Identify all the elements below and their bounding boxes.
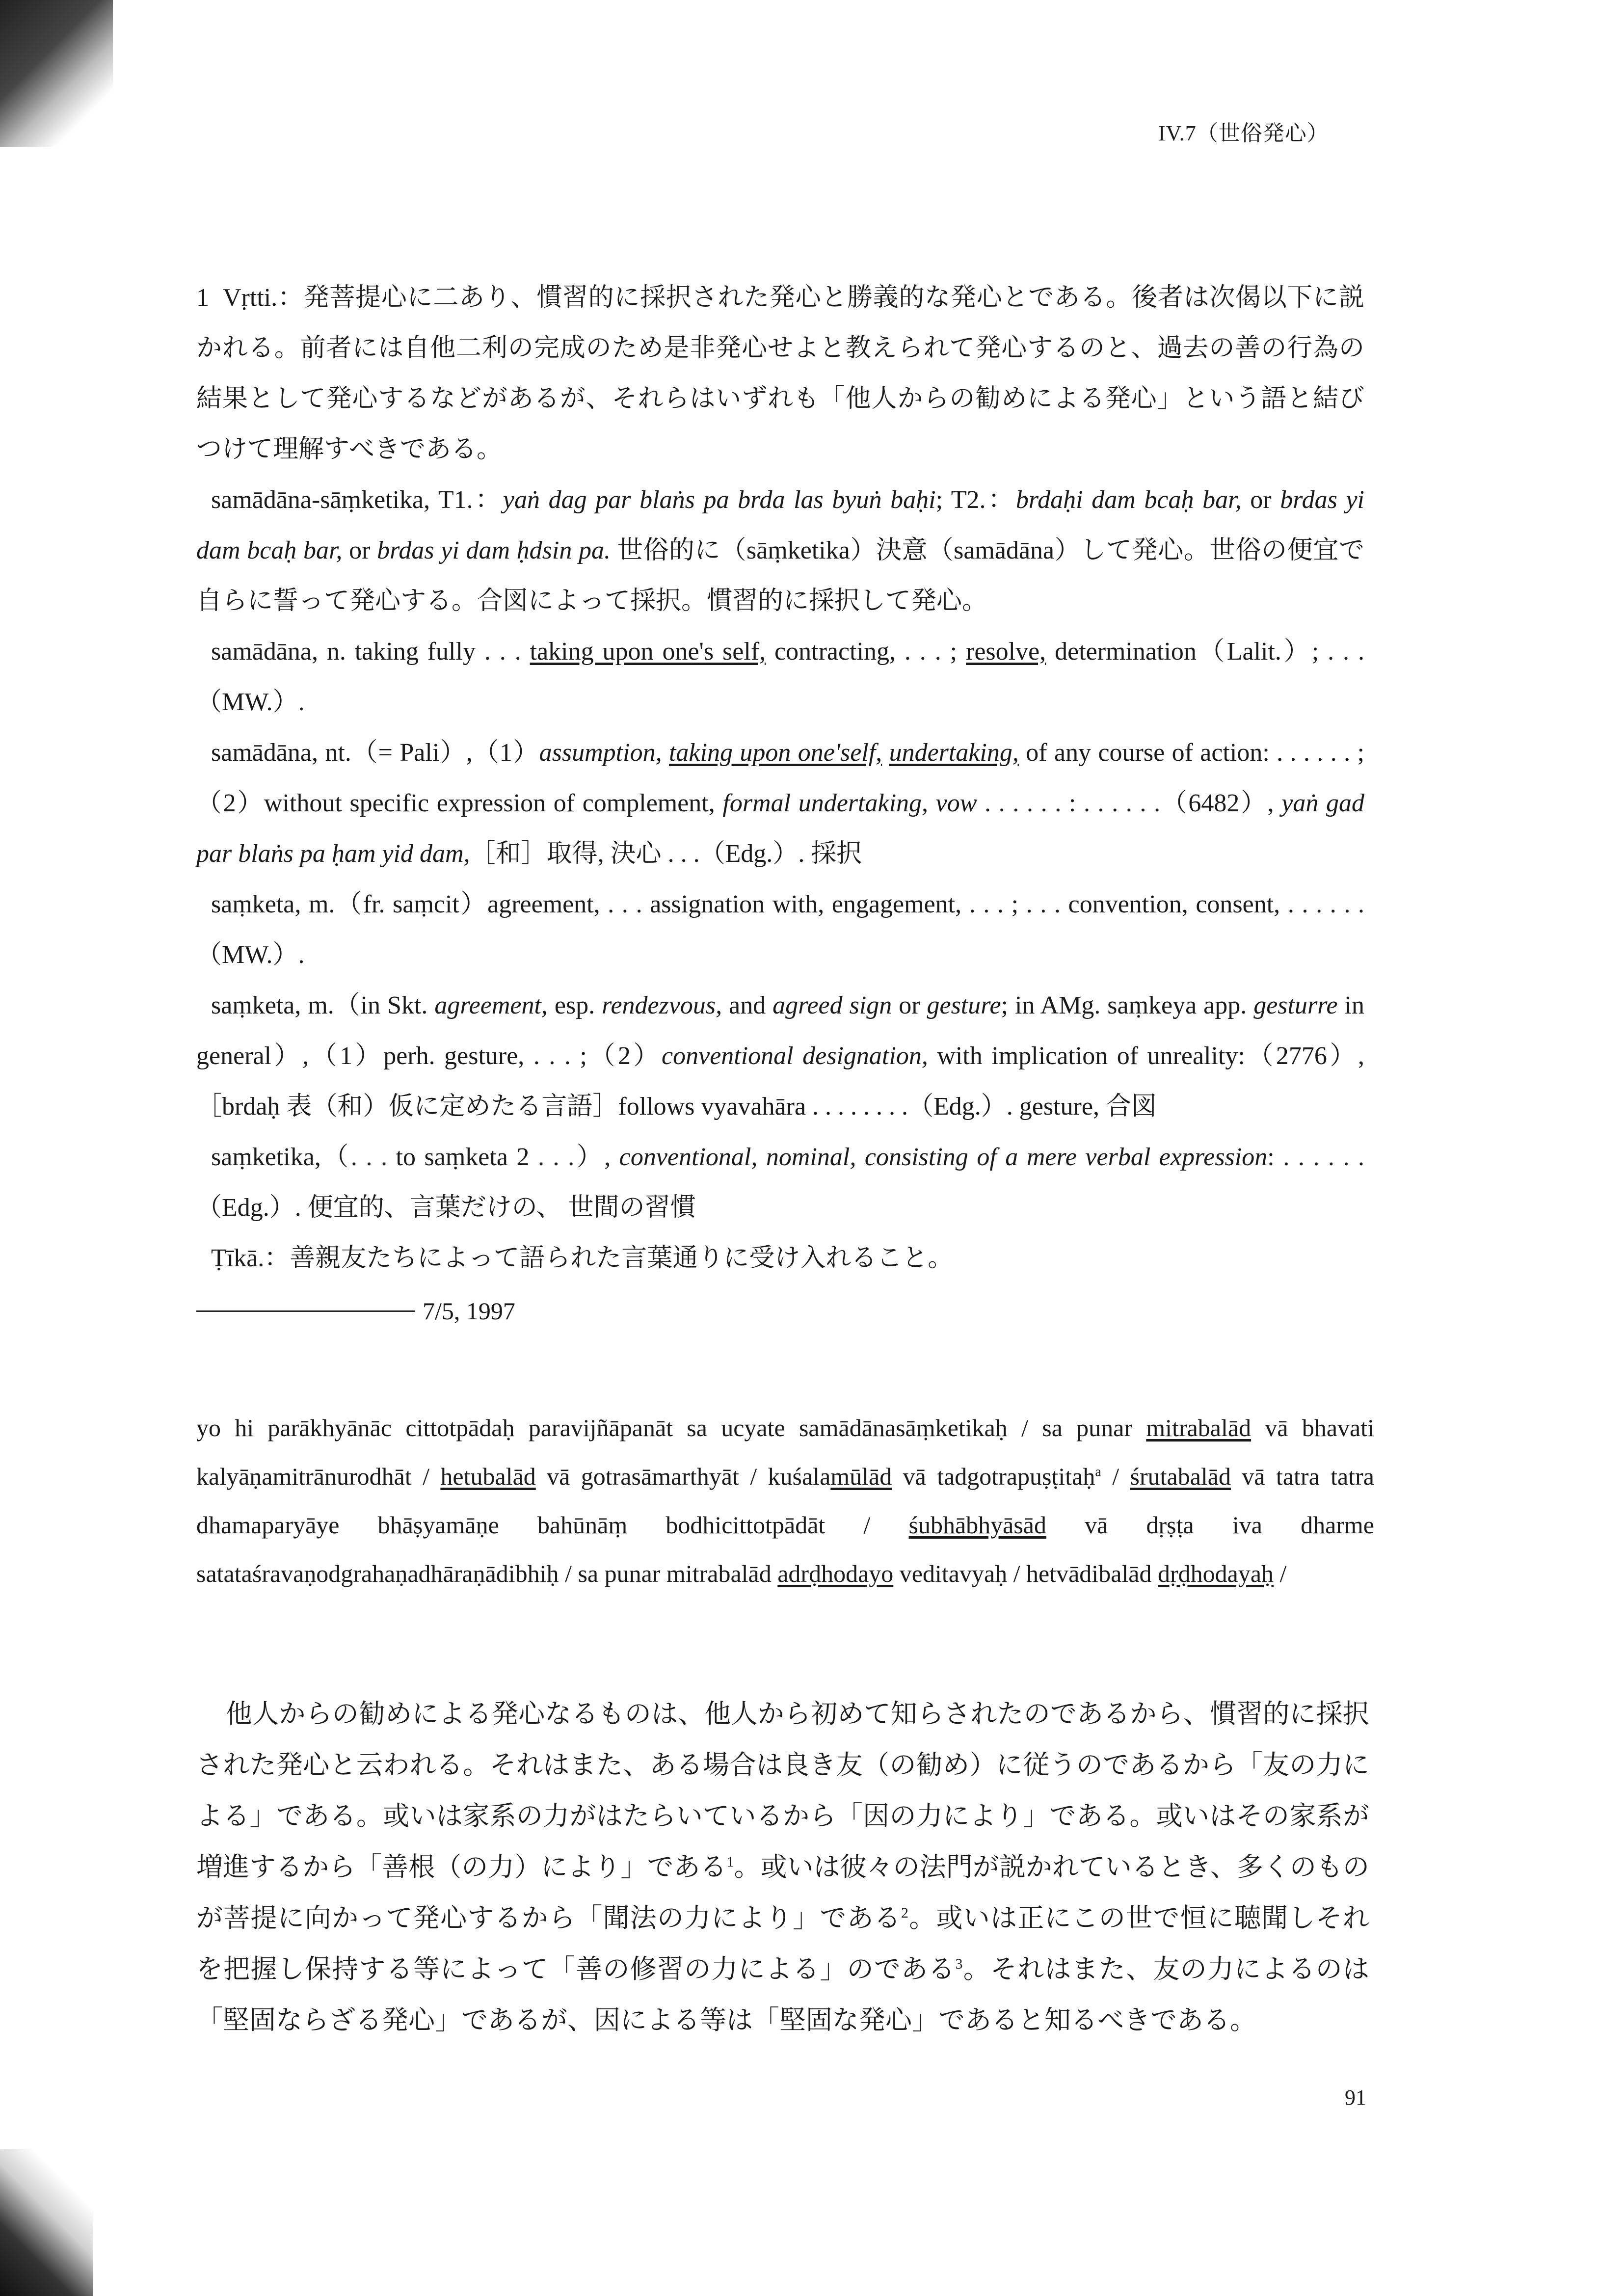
note-paragraph-6 xyxy=(196,980,1364,1132)
text-run: samādāna, n. taking fully . . . xyxy=(211,638,530,666)
text-run: brdas yi dam bcaḥ bar, xyxy=(196,486,1364,564)
text-run: ［和］取得, 決心 . . .（Edg.）. 採択 xyxy=(470,840,862,868)
text-run: esp. xyxy=(547,991,602,1019)
date-rule xyxy=(196,1310,415,1312)
text-run: 。或いは彼々の法門が説かれているとき、多くのものが菩提に向かって発心するから「聞法の力により」である xyxy=(196,1852,1369,1933)
text-run: vā gotrasāmarthyāt / kuśala xyxy=(535,1463,831,1490)
text-run: rendezvous, xyxy=(602,991,722,1019)
text-run: or xyxy=(342,536,377,564)
text-run: veditavyaḥ / hetvādibalād xyxy=(893,1560,1158,1587)
text-run: adrḍhodayo xyxy=(777,1560,894,1587)
note-paragraph-1 xyxy=(196,272,1364,475)
running-head: IV.7（世俗発心） xyxy=(1158,121,1329,145)
text-run: śubhābhyāsād xyxy=(908,1511,1046,1539)
text-run: vā dṛṣṭa iva dharme satataśravaṇodgrahaṇadhāraṇādibhiḥ / sa punar mitrabalād xyxy=(196,1511,1374,1587)
text-run: with implication of unreality:（2776）,［brdaḥ 表（和）仮に定めたる言語］follows vyavahāra . . . . . . . .（Edg.）. gesture, 合図 xyxy=(196,1042,1364,1121)
text-run: samādāna, nt.（= Pali）,（1） xyxy=(211,739,539,767)
text-run: gesturre xyxy=(1253,991,1338,1019)
text-run: saṃketa, m.（fr. saṃcit）agreement, . . . assignation with, engagement, . . . ; . . . convention, consent, . . . . . .（MW.）. xyxy=(196,890,1364,969)
date-text: 7/5, 1997 xyxy=(423,1297,515,1325)
japanese-paragraph xyxy=(196,1688,1369,2046)
note-paragraph-7 xyxy=(196,1132,1364,1233)
text-run: Vṛtti.：発菩提心に二あり、慣習的に採択された発心と勝義的な発心とである。後者は次偈以下に説かれる。前者には自他二利の完成のため是非発心せよと教えられて発心するのと、過去の善の行為の結果として発心するなどがあるが、それらはいずれも「他人からの勧めによる発心」という語と結びつけて理解すべきである。 xyxy=(196,284,1364,463)
text-run: resolve, xyxy=(966,638,1046,666)
note-paragraph-8 xyxy=(196,1233,1364,1283)
text-run: 。或いは正にこの世で恒に聴聞しそれを把握し保持する等によって「善の修習の力による」のである xyxy=(196,1903,1369,1984)
superscript-marker: 1 xyxy=(726,1854,734,1870)
text-run: brdaḥi dam bcaḥ bar, xyxy=(1015,486,1242,514)
note-number: 1 xyxy=(196,284,209,312)
text-run: vā tatra tatra dhamaparyāye bhāṣyamāṇe bahūnāṃ bodhicittotpādāt / xyxy=(196,1463,1374,1539)
text-run: determination（Lalit.）; . . .（MW.）. xyxy=(196,638,1364,716)
text-run: formal undertaking, vow xyxy=(722,789,977,817)
sanskrit-passage xyxy=(196,1404,1374,1598)
text-run: undertaking, xyxy=(889,739,1019,767)
text-run: dṛḍhodayaḥ xyxy=(1157,1560,1274,1587)
superscript-marker: a xyxy=(1095,1464,1101,1480)
text-run: mūlād xyxy=(830,1463,892,1490)
text-run: in general）,（1）perh. gesture, . . . ;（2） xyxy=(196,991,1364,1070)
text-run: assumption, xyxy=(539,739,669,767)
text-run: vā bhavati kalyāṇamitrānurodhāt / xyxy=(196,1414,1374,1490)
footnote-block xyxy=(196,272,1364,1335)
superscript-marker: 2 xyxy=(901,1905,909,1921)
text-run: . . . . . . : . . . . . .（6482）, xyxy=(977,789,1282,817)
scan-shadow-bottom xyxy=(0,2149,93,2296)
text-run: vā tadgotrapuṣṭitaḥ xyxy=(892,1463,1095,1490)
text-run: of any course of action: . . . . . . ;（2）without specific expression of complement, xyxy=(196,739,1365,817)
text-run xyxy=(882,739,889,767)
text-run: yo hi parākhyānāc cittotpādaḥ paravijñāpanāt sa ucyate samādānasāṃketikaḥ / sa punar xyxy=(196,1414,1146,1442)
text-run: yaṅ gad par blaṅs pa ḥam yid dam, xyxy=(196,789,1364,868)
page-number: 91 xyxy=(1345,2085,1366,2109)
scan-shadow-top xyxy=(0,0,113,147)
text-run: and xyxy=(722,991,773,1019)
text-run: / xyxy=(1274,1560,1287,1587)
text-run: śrutabalād xyxy=(1130,1463,1231,1490)
note-paragraph-2 xyxy=(196,475,1364,626)
text-run: brdas yi dam ḥdsin pa. xyxy=(377,536,611,564)
note-paragraph-4 xyxy=(196,727,1364,879)
text-run: 世俗的に（sāṃketika）決意（samādāna）して発心。世俗の便宜で自らに誓って発心する。合図によって採択。慣習的に採択して発心。 xyxy=(196,536,1365,615)
text-run: mitrabalād xyxy=(1146,1414,1251,1442)
text-run: samādāna-sāṃketika, T1.： xyxy=(211,486,503,514)
text-run: or xyxy=(1241,486,1280,514)
sanskrit-paragraph xyxy=(196,1404,1374,1598)
text-run: gesture xyxy=(927,991,1001,1019)
text-run: yaṅ dag par blaṅs pa brda las byuṅ baḥi xyxy=(503,486,936,514)
text-run: contracting, . . . ; xyxy=(766,638,966,666)
text-run: hetubalād xyxy=(440,1463,536,1490)
text-run: 。それはまた、友の力によるのは「堅固ならざる発心」であるが、因による等は「堅固な発心」であると知るべきである。 xyxy=(196,1954,1370,2035)
text-run: saṃketika,（. . . to saṃketa 2 . . .）, xyxy=(211,1143,619,1171)
text-run: or xyxy=(892,991,927,1019)
note-paragraph-5 xyxy=(196,879,1364,980)
text-run: / xyxy=(1101,1463,1130,1490)
text-run: conventional, nominal, consisting of a mere verbal expression xyxy=(619,1143,1268,1171)
superscript-marker: 3 xyxy=(955,1956,963,1972)
text-run: Ṭīkā.：善親友たちによって語られた言葉通りに受け入れること。 xyxy=(211,1244,954,1272)
text-run: taking upon one's self, xyxy=(530,638,766,666)
text-run: ; T2.： xyxy=(935,486,1016,514)
text-run: conventional designation, xyxy=(662,1042,928,1070)
text-run: : . . . . . .（Edg.）. 便宜的、言葉だけの、 世間の習慣 xyxy=(196,1143,1365,1222)
text-run: agreed sign xyxy=(772,991,892,1019)
date-line xyxy=(196,1286,1364,1335)
text-run: taking upon one'self, xyxy=(668,739,882,767)
japanese-translation xyxy=(196,1688,1369,2046)
text-run: agreement, xyxy=(434,991,548,1019)
text-run: ; in AMg. saṃkeya app. xyxy=(1001,991,1254,1019)
text-run: saṃketa, m.（in Skt. xyxy=(211,991,435,1019)
text-run: 他人からの勧めによる発心なるものは、他人から初めて知らされたのであるから、慣習的に採択された発心と云われる。それはまた、ある場合は良き友（の勧め）に従うのであるから「友の力による」である。或いは家系の力がはたらいているから「因の力により」である。或いはその家系が増進するから「善根（の力）により」である xyxy=(196,1699,1369,1882)
note-paragraph-3 xyxy=(196,626,1364,727)
